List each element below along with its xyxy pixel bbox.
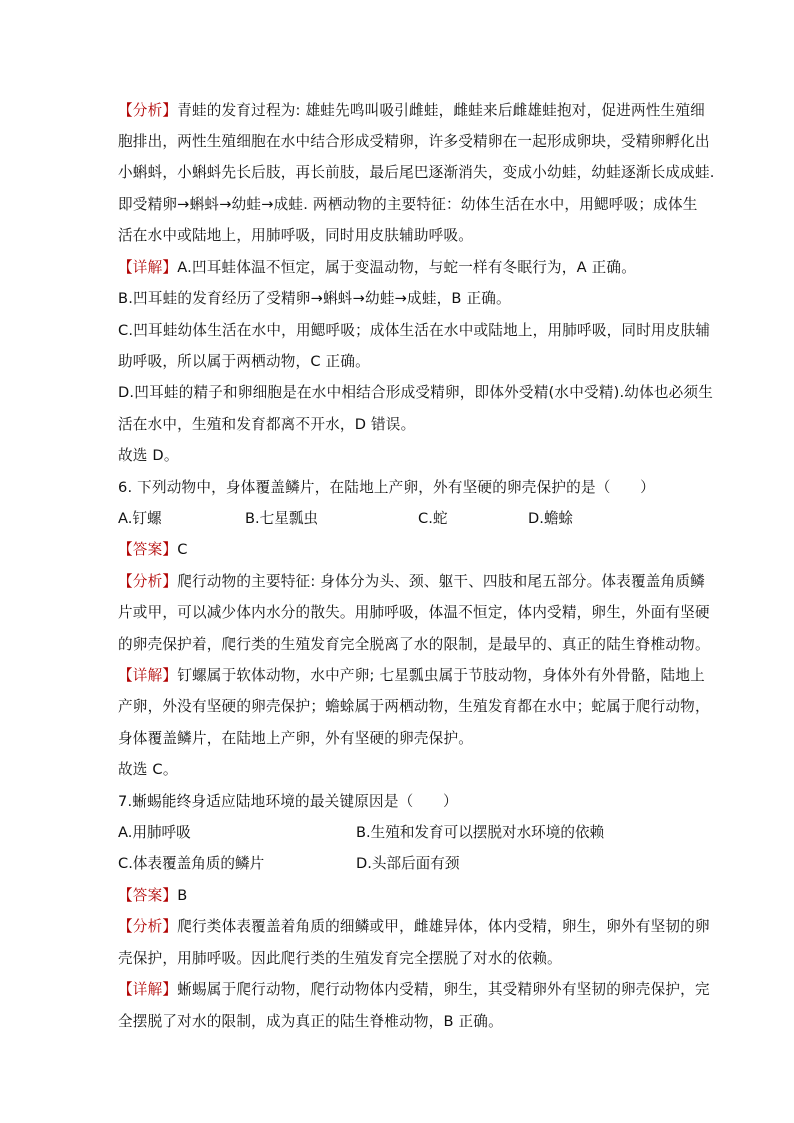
option-c: C.蛇: [418, 510, 448, 527]
analysis-line: 片或甲，可以减少体内水分的散失。用肺呼吸，体温不恒定，体内受精，卵生，外面有坚硬: [118, 604, 710, 621]
option-a: A.用肺呼吸: [118, 824, 191, 841]
analysis-line: 小蝌蚪，小蝌蚪先长后肢，再长前肢，最后尾巴逐渐消失，变成小幼蛙，幼蛙逐渐长成成蛙.: [118, 164, 715, 181]
detail-line: 身体覆盖鳞片，在陆地上产卵，外有坚硬的卵壳保护。: [118, 730, 474, 747]
detail-line: 【详解】钉螺属于软体动物，水中产卵; 七星瓢虫属于节肢动物，身体外有外骨骼，陆地上: [118, 667, 705, 684]
detail-line: 助呼吸，所以属于两栖动物，C 正确。: [118, 353, 370, 370]
analysis-line: 的卵壳保护着，爬行类的生殖发育完全脱离了水的限制，是最早的、真正的陆生脊椎动物。: [118, 636, 710, 653]
analysis-line: 胞排出，两性生殖细胞在水中结合形成受精卵，许多受精卵在一起形成卵块，受精卵孵化出: [118, 133, 710, 150]
question-stem: 6. 下列动物中，身体覆盖鳞片，在陆地上产卵，外有坚硬的卵壳保护的是（ ）: [118, 479, 655, 496]
option-b: B.生殖和发育可以摆脱对水环境的依赖: [356, 824, 605, 841]
detail-line: 活在水中，生殖和发育都离不开水，D 错误。: [118, 416, 416, 433]
answer-tag: 【答案】: [118, 887, 178, 904]
analysis-line: 【分析】爬行动物的主要特征: 身体分为头、颈、躯干、四肢和尾五部分。体表覆盖角质鳞: [118, 573, 705, 590]
option-d: D.头部后面有颈: [356, 855, 460, 872]
detail-tag: 【详解】: [118, 667, 178, 684]
answer-tag: 【答案】: [118, 541, 178, 558]
answer-line: 【答案】B: [118, 887, 188, 904]
option-b: B.七星瓢虫: [245, 510, 319, 527]
analysis-line: 即受精卵→蝌蚪→幼蛙→成蛙. 两栖动物的主要特征：幼体生活在水中，用鳃呼吸；成体生: [118, 196, 698, 213]
detail-line: 【详解】蜥蜴属于爬行动物，爬行动物体内受精，卵生，其受精卵外有坚韧的卵壳保护，完: [118, 981, 710, 998]
analysis-line: 壳保护，用肺呼吸。因此爬行类的生殖发育完全摆脱了对水的依赖。: [118, 950, 562, 967]
detail-line: 【详解】A.凹耳蛙体温不恒定，属于变温动物，与蛇一样有冬眠行为，A 正确。: [118, 259, 636, 276]
analysis-line: 【分析】爬行类体表覆盖着角质的细鳞或甲，雌雄异体，体内受精，卵生，卵外有坚韧的卵: [118, 918, 710, 935]
conclusion-line: 故选 D。: [118, 447, 179, 464]
detail-line: 产卵，外没有坚硬的卵壳保护；蟾蜍属于两栖动物，生殖发育都在水中；蛇属于爬行动物，: [118, 698, 710, 715]
analysis-tag: 【分析】: [118, 102, 178, 119]
question-stem: 7.蜥蜴能终身适应陆地环境的最关键原因是（ ）: [118, 793, 458, 810]
option-c: C.体表覆盖角质的鳞片: [118, 855, 265, 872]
detail-line: B.凹耳蛙的发育经历了受精卵→蝌蚪→幼蛙→成蛙，B 正确。: [118, 290, 511, 307]
detail-tag: 【详解】: [118, 981, 178, 998]
detail-line: D.凹耳蛙的精子和卵细胞是在水中相结合形成受精卵，即体外受精(水中受精).幼体也必须生: [118, 384, 714, 401]
analysis-line: 活在水中或陆地上，用肺呼吸，同时用皮肤辅助呼吸。: [118, 227, 474, 244]
analysis-tag: 【分析】: [118, 918, 178, 935]
option-a: A.钉螺: [118, 510, 162, 527]
detail-tag: 【详解】: [118, 259, 178, 276]
answer-line: 【答案】C: [118, 541, 188, 558]
option-d: D.蟾蜍: [528, 510, 574, 527]
detail-line: 全摆脱了对水的限制，成为真正的陆生脊椎动物，B 正确。: [118, 1013, 503, 1030]
analysis-tag: 【分析】: [118, 573, 178, 590]
detail-line: C.凹耳蛙幼体生活在水中，用鳃呼吸；成体生活在水中或陆地上，用肺呼吸，同时用皮肤辅: [118, 322, 711, 339]
conclusion-line: 故选 C。: [118, 761, 178, 778]
analysis-line: 【分析】青蛙的发育过程为: 雄蛙先鸣叫吸引雌蛙，雌蛙来后雌雄蛙抱对，促进两性生殖细: [118, 102, 705, 119]
